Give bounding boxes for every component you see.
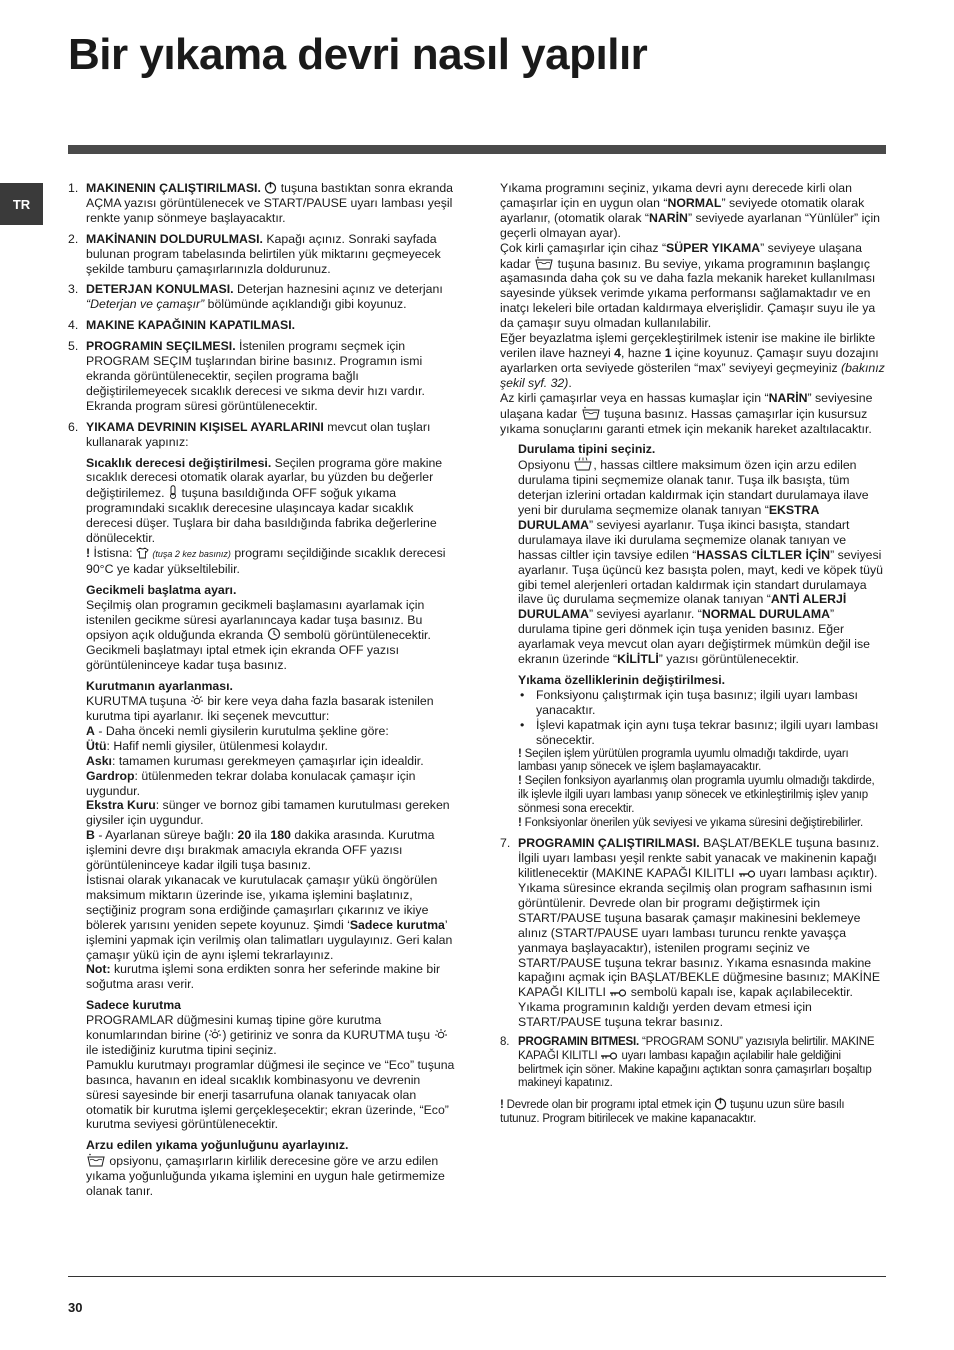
page-number: 30 <box>68 1300 83 1315</box>
right-column <box>500 181 886 1127</box>
step-1: 1. MAKINENIN ÇALIŞTIRILMASI. tuşuna bastıktan sonra ekranda AÇMA yazısı görüntülenecek ve START/PAUSE uyarı lambası yeşil renkte yanıp sönmeye başlayacaktır. <box>68 181 454 225</box>
key-lock-icon <box>600 1051 618 1061</box>
temperature-section: Sıcaklık derecesi değiştirilmesi. Seçilen programa göre makine sıcaklık derecesi otomatik olarak ayarlar, bu yüzden bu değerler değiştirilemez. tuşuna basıldığında OFF soğuk yıkama programındaki sıcaklık derecesine ulaşıncaya kadar sıcaklık derecesi düşer. Tuşlara bir daha basıldığında fabrika değerlerine dönülecektir. ! İstisna: (tuşa 2 kez basınız) programı seçildiğinde sıcaklık derecesi 90°C ye kadar yükseltilebilir. <box>86 455 446 576</box>
bleach-paragraph: Eğer beyazlatma işlemi gerçekleştirilmek istenir ise makine ile birlikte verilen ilave hazneyi 4, hazne 1 içine koyunuz. Çamaşır suyu dozajını ayarlarken orta seviyede gösterilen “max” seviyeyi geçmeyiniz (bakınız şekil syf. 32). <box>500 331 885 390</box>
step-4: 4. MAKINE KAPAĞININ KAPATILMASI. <box>68 318 296 333</box>
drying-section: Kurutmanın ayarlanması. KURUTMA tuşuna bir kere veya daha fazla basarak istenilen kurutma tipi ayarlanır. İki seçenek mevcuttur: A - Daha önceki nemli giysilerin kurutulma şekline göre: Ütü: Hafif nemli giysiler, ütülenmesi kolaydır. Askı: tamamen kuruması gerekmeyen çamaşırlar için idealdir. Gardrop: ütülenmeden tekrar dolaba konulacak çamaşır için uygundur. Ekstra Kuru: sünger ve bornoz gibi tamamen kurutulması gereken giysiler için uygundur. B - Ayarlanan süreye bağlı: 20 ila 180 dakika arasında. Kurutma işlemini devre dışı bırakmak amacıyla ekranda OFF yazısı görüntüleninceye kadar ilgili tuşa basınız. İstisnai olarak yıkanacak ve kurutulacak çamaşır yükü öngörülen maksimum miktarın üzerinde ise, yıkama işlemini başlatınız, seçtiğiniz program sona erdiğinde çamaşırları çıkarınız ve ikiye bölerek yarısını yeniden sepete koyunuz. Şimdi ‘Sadece kurutma’ işlemini yapmak için verilmiş olan talimatları uygulayınız. Geri kalan çamaşır yükü için de aynı işlemi tekrarlayınız. Not: kurutma işlemi sona erdikten sonra her seferinde makine bir soğutma arası verir. <box>86 679 453 992</box>
step-6: 6. YIKAMA DEVRININ KIŞISEL AYARLARINI mevcut olan tuşları kullanarak yapınız: Sıcaklık derecesi değiştirilmesi. Seçilen programa göre makine sıcaklık derecesi otomatik olarak ayarlar, bu yüzden bu değerler değiştirilemez. tuşuna basıldığında OFF soğuk yıkama programındaki sıcaklık derecesine ulaşıncaya kadar sıcaklık derecesi düşer. Tuşlara bir daha basıldığında fabrika değerlerine dönülecektir. ! İstisna: (tuşa 2 kez basınız) programı seçildiğinde sıcaklık derecesi 90°C ye kadar yükseltilebilir. Gecikmeli başlatma ayarı. Seçilmiş olan programın gecikmeli başlamasını ayarlamak için istenilen gecikme süresi ayarlanıncaya kadar tuşa basınız. Bu opsiyon açık olduğunda ekranda sembolü görüntülenecektir. Gecikmeli başlatmayı iptal etmek için ekranda OFF yazısı görüntüleninceye kadar tuşa basınız. Kurutmanın ayarlanması. KURUTMA tuşuna bir kere veya daha fazla basarak istenilen kurutma tipi ayarlanır. İki seçenek mevcuttur: A - Daha önceki nemli giysilerin kurutulma şekline göre: Ütü: Hafif nemli giysiler, ütülenmesi kolaydır. Askı: tamamen kuruması gerekmeyen çamaşırlar için idealdir. Gardrop: ütülenmeden tekrar dolaba konulacak çamaşır için uygundur. Ekstra Kuru: sünger ve bornoz gibi tamamen kurutulması gereken giysiler için uygundur. B - Ayarlanan süreye bağlı: 20 ila 180 dakika arasında. Kurutma işlemini devre dışı bırakmak amacıyla ekranda OFF yazısı görüntüleninceye kadar ilgili tuşa basınız. İstisnai olarak yıkanacak ve kurutulacak çamaşır yükü öngörülen maksimum miktarın üzerinde ise, yıkama işlemini başlatınız, seçtiğiniz program sona erdiğinde çamaşırları çıkarınız ve ikiye bölerek yarısını yeniden sepete koyunuz. Şimdi ‘Sadece kurutma’ işlemini yapmak için verilmiş olan talimatları uygulayınız. Geri kalan çamaşır yükü için de aynı işlemi tekrarlayınız. Not: kurutma işlemi sona erdikten sonra her seferinde makine bir soğutma arası verir. Sadece kurutma PROGRAMLAR düğmesini kumaş tipine göre kurutma konumlarından birine ( ) getiriniz ve sonra da KURUTMA tuşu ile istediğiniz kurutma tipini seçiniz. Pamuklu kurutmayı programlar düğmesi ile seçince ve “Eco” tuşuna basınca, havanın en ideal sıcaklık kombinasyonu ve devrenin süresi sayesinde bir enerji tasarrufuna olanak tanıyacak olan otomatik bir kurutma işlemi gerçekleşecektir; ekran üzerinde, “Eco” kurutma seviyesi görüntülenecektir. Arzu edilen yıkama yoğunluğunu ayarlayınız. opsiyonu, çamaşırların kirlilik derecesine göre ve arzu edilen yıkama yoğunluğunda yıkama işlemini en uygun hale getirmemize olanak tanır. <box>68 419 455 1199</box>
super-wash-paragraph: Çok kirli çamaşırlar için cihaz “SÜPER YIKAMA” seviyeye ulaşana kadar tuşuna basınız. Bu seviye, yıkama programının başlangıç aşamasında daha çok su ve daha fazla mekanik hareket kullanılması sayesinde yüksek verimde yıkama performansı sağlamaktadır ve en inatçı lekeleri bile ortadan kaldırmaya elverişlidir. Çamaşır suyu ile ya da çamaşır suyu olmadan kullanılabilir. <box>500 240 876 331</box>
language-tab: TR <box>0 183 43 225</box>
key-lock-icon <box>738 869 756 879</box>
drying-icon <box>190 694 204 707</box>
features-section: Yıkama özelliklerinin değiştirilmesi. • Fonksiyonu çalıştırmak için tuşa basınız; ilgili uyarı lambası yanacaktır. • İşlevi kapatmak için aynı tuşa tekrar basınız; ilgili uyarı lambası sönecektir. ! Seçilen işlem yürütülen programla uyumlu olmadığı takdirde, uyarı lambası yanıp sönecek ve işlem başlamayacaktır. ! Seçilen fonksiyon ayarlanmış olan programla uyumlu olmadığı takdirde, ilk işlevle ilgili uyarı lambası yanıp sönecek ve etkinleştirilmiş işlev yanıp sönmesi sona erecektir. ! Fonksiyonlar önerilen yük seviyesi ve yıkama süresini değiştirebilirler. <box>500 673 886 830</box>
intensity-section: Arzu edilen yıkama yoğunluğunu ayarlayınız. opsiyonu, çamaşırların kirlilik derecesine göre ve arzu edilen yıkama yoğunluğunda yıkama işlemini en uygun hale getirmemize olanak tanır. <box>86 1138 445 1199</box>
drying-icon <box>434 1028 448 1041</box>
clock-icon <box>267 627 281 641</box>
drying-icon <box>208 1028 222 1041</box>
delicate-paragraph: Az kirli çamaşırlar veya en hassas kumaşlar için “NARİN” seviyesine ulaşana kadar tuşuna basınız. Hassas çamaşırlar için kusursuz yıkama sonuçlarını garanti etmek için mekanik hareket azaltılacaktır. <box>500 390 873 436</box>
wash-intensity-icon <box>534 256 554 270</box>
page-title: Bir yıkama devri nasıl yapılır <box>68 30 648 79</box>
footer-rule <box>68 1276 886 1277</box>
tshirt-icon <box>136 547 149 559</box>
key-lock-icon <box>609 988 627 998</box>
power-icon <box>264 181 277 194</box>
only-drying-section: Sadece kurutma PROGRAMLAR düğmesini kumaş tipine göre kurutma konumlarından birine ( ) getiriniz ve sonra da KURUTMA tuşu ile istediğiniz kurutma tipini seçiniz. Pamuklu kurutmayı programlar düğmesi ile seçince ve “Eco” tuşuna basınca, havanın en ideal sıcaklık kombinasyonu ve devrenin süresi sayesinde bir enerji tasarrufuna olanak tanıyacak olan otomatik bir kurutma işlemi gerçekleşecektir; ekran üzerinde, “Eco” kurutma seviyesi görüntülenecektir. <box>86 998 455 1132</box>
feature-note-3: ! Fonksiyonlar önerilen yük seviyesi ve yıkama süresini değiştirebilirler. <box>518 816 864 829</box>
feature-note-2: ! Seçilen fonksiyon ayarlanmış olan programla uyumlu olmadığı takdirde, ilk işlevle ilgili uyarı lambası yanıp sönecek ve etkinleştirilmiş işlev yanıp sönmesi sona erecektir. <box>518 775 875 815</box>
wash-intensity-icon <box>86 1153 106 1167</box>
thermometer-icon <box>168 485 178 499</box>
power-icon <box>714 1097 727 1110</box>
left-column <box>68 181 456 1205</box>
step-3: 3. DETERJAN KONULMASI. Deterjan haznesini açınız ve deterjanı “Deterjan ve çamaşır” bölümünde açıklandığı gibi koyunuz. <box>68 282 443 312</box>
rinse-section: Durulama tipini seçiniz. Opsiyonu , hassas ciltlere maksimum özen için arzu edilen durulama tipini seçmemize olanak tanır. Tuşa ilk basışta, tüm deterjan izlerini ortadan kaldırmak için standart durulamaya ilave yeni bir durulama seçmemize olanak tanıyan “EKSTRA DURULAMA” seviyesi ayarlanır. Tuşa ikinci basışta, standart durulamaya ilave iki durulama seçmemize olanak tanıyan ve hassas ciltler için tavsiye edilen “HASSAS CİLTLER İÇİN” seviyesi ayarlanır. Tuşa üçüncü kez basışta polen, mayt, kedi ve köpek tüyü gibi temel alerjenleri ortadan kaldırmak için standart durulamaya ilave üç durulama seçmemize olanak tanıyan “ANTİ ALERJİ DURULAMA” seviyesi ayarlanır. “NORMAL DURULAMA” durulama tipine geri dönmek için tuşa yeniden basınız. Eğer ayarlamak veya mevcut olan ayarı değiştirmek mümkün değil ise ekranın üzerinde “KİLİTLİ” yazısı görüntülenecektir. <box>518 442 884 667</box>
rinse-icon <box>573 457 593 471</box>
feature-note-1: ! Seçilen işlem yürütülen programla uyumlu olmadığı takdirde, uyarı lambası yanıp sönecek ve işlem başlamayacaktır. <box>518 747 849 774</box>
delay-section: Gecikmeli başlatma ayarı. Seçilmiş olan programın gecikmeli başlamasını ayarlamak için istenilen gecikme süresi ayarlanıncaya kadar tuşa basınız. Bu opsiyon açık olduğunda ekranda sembolü görüntülenecektir. Gecikmeli başlatmayı iptal etmek için ekranda OFF yazısı görüntüleninceye kadar tuşa basınız. <box>86 582 431 673</box>
step-5: 5. PROGRAMIN SEÇILMESI. İstenilen programı seçmek için PROGRAM SEÇIM tuşlarından birine basınız. Programın ismi ekranda görüntülenecektir, seçilen programa bağlı değiştirilemeyecek sıcaklık derecesi ve sıkma devir hızı vardır. Ekranda program süresi görüntülenecektir. <box>68 339 425 413</box>
intensity-normal-paragraph: Yıkama programını seçiniz, yıkama devri aynı derecede kirli olan çamaşırlar için en uygun olan “NORMAL” seviyede otomatik olarak ayarlanır, (otomatik olarak “NARİN” seviyede ayarlanan “Yünlüler” için geçerli olmayan ayar). <box>500 181 881 240</box>
wash-intensity-icon <box>581 406 601 420</box>
step-2: 2. MAKİNANIN DOLDURULMASI. Kapağı açınız. Sonraki sayfada bulunan program tabelasında belirtilen yük miktarını geçmeyecek şekilde tamburu çamaşırlarınızla doldurunuz. <box>68 231 441 276</box>
step-7: 7. PROGRAMIN ÇALIŞTIRILMASI. BAŞLAT/BEKLE tuşuna basınız. İlgili uyarı lambası yeşil renkte sabit yanacak ve makinenin kapağı kilitlenecektir (MAKINE KAPAĞI KILITLI uyarı lambası açıktır). Yıkama süresince ekranda seçilmiş olan program safhasının ismi görüntülenir. Devrede olan bir programı değiştirmek için START/PAUSE tuşuna basarak çamaşır makinesini beklemeye alınız (START/PAUSE uyarı lambası turuncu renkte yavaşça yanmaya başlayacaktır), istenilen programı seçiniz ve START/PAUSE tuşuna tekrar basınız. Yıkama esnasında makine kapağını açmak için BAŞLAT/BEKLE düğmesine basınız; MAKİNE KAPAĞI KILITLI sembolü kapalı ise, kapak açılabilecektir. Yıkama programının kaldığı yerden devam etmesi için START/PAUSE tuşuna tekrar basınız. <box>500 836 881 1030</box>
list-item: • İşlevi kapatmak için aynı tuşa tekrar basınız; ilgili uyarı lambası sönecektir. <box>536 718 886 748</box>
list-item: • Fonksiyonu çalıştırmak için tuşa basınız; ilgili uyarı lambası yanacaktır. <box>536 688 886 718</box>
step-8: 8. PROGRAMIN BITMESI. “PROGRAM SONU” yazısıyla belirtilir. MAKINE KAPAĞI KILITLI uyarı lambası kapağın açılabilir hale geldiğini belirtmek için söner. Makine kapağını açtıktan sonra çamaşırları boşaltıp makineyi kapatınız. <box>500 1036 875 1090</box>
header-rule <box>68 145 886 154</box>
cancel-note: ! Devrede olan bir programı iptal etmek için tuşunu uzun süre basılı tutunuz. Program bitirilecek ve makine kapanacaktır. <box>500 1099 845 1126</box>
